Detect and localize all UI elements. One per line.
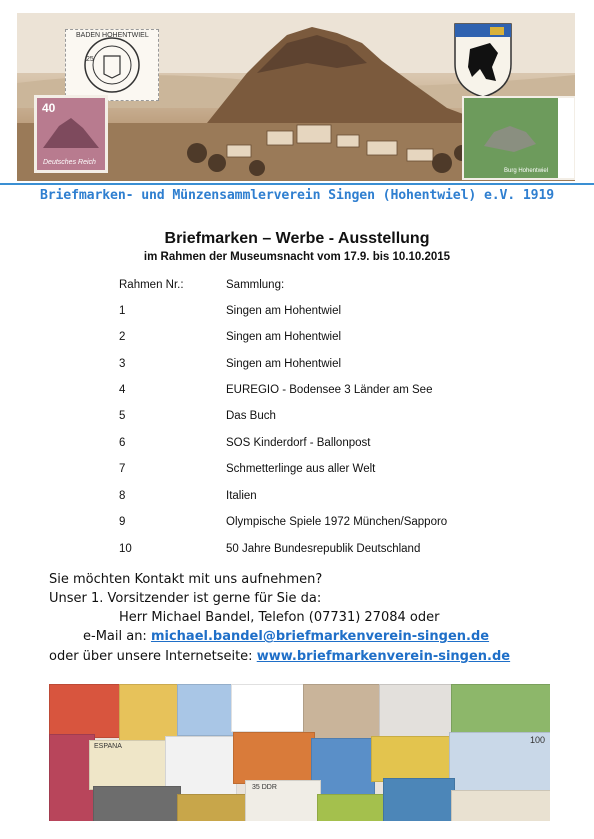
frame-column-header: Rahmen Nr.: (119, 279, 184, 291)
email-label: e-Mail an: (83, 629, 147, 644)
website-label: oder über unsere Internetseite: (49, 649, 253, 664)
frame-number: 7 (119, 463, 126, 475)
collection-name: Singen am Hohentwiel (226, 331, 342, 343)
contact-chairman-intro: Unser 1. Vorsitzender ist gerne für Sie da: (49, 591, 322, 606)
website-link[interactable]: www.briefmarkenverein-singen.de (256, 649, 511, 664)
coat-of-arms (450, 19, 516, 99)
deutsches-reich-stamp: 40 Deutsches Reich (34, 95, 108, 173)
frame-number: 6 (119, 437, 126, 449)
frame-number: 1 (119, 305, 126, 317)
header-divider (0, 183, 594, 185)
collection-name: Singen am Hohentwiel (226, 358, 342, 370)
frame-number: 4 (119, 384, 126, 396)
contact-email-line (83, 629, 489, 644)
collection-name: 50 Jahre Bundesrepublik Deutschland (226, 543, 421, 555)
page-subtitle: im Rahmen der Museumsnacht vom 17.9. bis 10.10.2015 (143, 251, 451, 263)
collection-name: Das Buch (226, 410, 276, 422)
stamp-collage-image (49, 684, 550, 821)
frame-number: 8 (119, 490, 126, 502)
stamp-label: 100 (529, 735, 545, 745)
collection-name: Schmetterlinge aus aller Welt (226, 463, 376, 475)
frame-number: 9 (119, 516, 126, 528)
collection-name: Olympische Spiele 1972 München/Sapporo (226, 516, 448, 528)
stamp-label: ESPANA (94, 743, 122, 750)
email-link[interactable]: michael.bandel@briefmarkenverein-singen.de (150, 629, 490, 644)
collection-name: Singen am Hohentwiel (226, 305, 342, 317)
burg-hohentwiel-stamp: Burg Hohentwiel (462, 96, 575, 180)
frame-number: 2 (119, 331, 126, 343)
stamp-label: 35 DDR (252, 784, 277, 791)
club-name: Briefmarken- und Münzensammlerverein Singen (Hohentwiel) e.V. 1919 (39, 188, 555, 203)
collection-name: Italien (226, 490, 257, 502)
frame-number: 3 (119, 358, 126, 370)
frame-number: 10 (119, 543, 132, 555)
frame-number: 5 (119, 410, 126, 422)
contact-web-line (49, 649, 510, 664)
collection-name: SOS Kinderdorf - Ballonpost (226, 437, 371, 449)
header-banner-image (17, 13, 575, 181)
collection-column-header: Sammlung: (226, 279, 285, 291)
contact-intro: Sie möchten Kontakt mit uns aufnehmen? (49, 572, 323, 587)
page-title: Briefmarken – Werbe - Ausstellung (164, 230, 430, 247)
collection-name: EUREGIO - Bodensee 3 Länder am See (226, 384, 433, 396)
postmark-stamp: BADEN HOHENTWIEL 25 (65, 29, 159, 101)
contact-name-phone: Herr Michael Bandel, Telefon (07731) 27084 oder (119, 610, 440, 625)
